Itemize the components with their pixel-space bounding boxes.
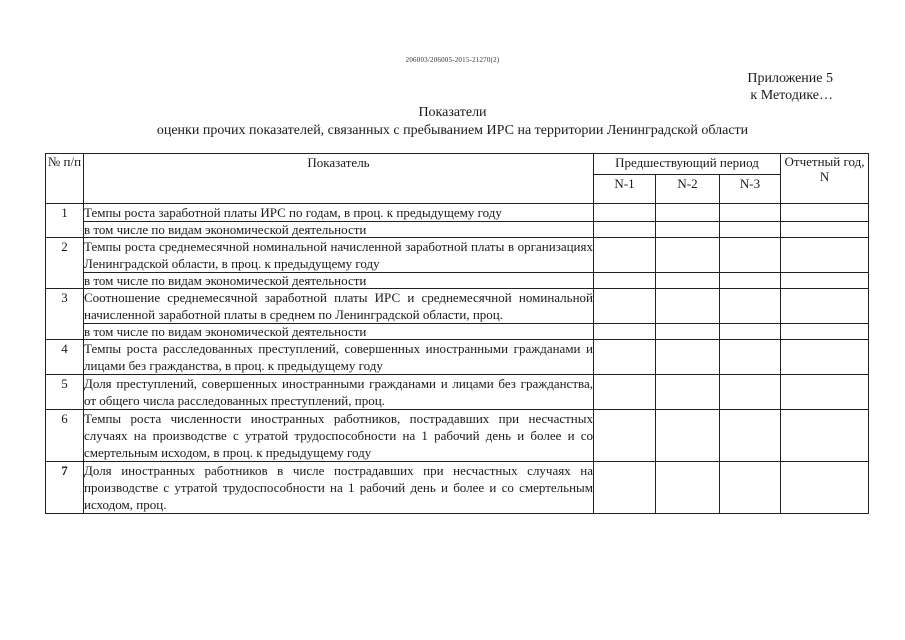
- value-cell-n: [781, 204, 869, 222]
- indicator-subtext: в том числе по видам экономической деятельности: [84, 273, 594, 289]
- appendix-note: [747, 70, 833, 104]
- value-cell-n1: [594, 222, 656, 238]
- column-header-indicator: Показатель: [84, 154, 594, 204]
- document-title: Показатели: [418, 105, 487, 120]
- indicator-subtext: в том числе по видам экономической деятельности: [84, 324, 594, 340]
- value-cell-n3: [720, 375, 781, 410]
- value-cell-n3: [720, 222, 781, 238]
- value-cell-n1: [594, 204, 656, 222]
- indicator-text: Темпы роста среднемесячной номинальной начисленной заработной платы в организациях Ленинградской области, в проц. к предыдущему году: [84, 239, 593, 271]
- column-header-n3: N-3: [720, 175, 781, 204]
- row-number: 7: [46, 462, 84, 514]
- column-header-previous-period: Предшествующий период: [594, 154, 781, 175]
- value-cell-n: [781, 340, 869, 375]
- table-row: [46, 340, 869, 375]
- table-row: [46, 375, 869, 410]
- row-number: 1: [46, 204, 84, 238]
- table-subrow: [46, 324, 869, 340]
- indicator-text: Темпы роста заработной платы ИРС по годам, в проц. к предыдущему году: [84, 204, 594, 222]
- table-row: [46, 289, 869, 324]
- indicator-text: Темпы роста расследованных преступлений, совершенных иностранными гражданами и лицами без гражданства, в проц. к предыдущему году: [84, 341, 593, 373]
- table-row: [46, 204, 869, 222]
- value-cell-n3: [720, 273, 781, 289]
- report-year-symbol: N: [819, 169, 830, 184]
- value-cell-n1: [594, 238, 656, 273]
- row-number: 2: [46, 238, 84, 289]
- document-heading: [0, 104, 905, 140]
- column-header-number: № п/п: [46, 154, 84, 204]
- table-row: [46, 462, 869, 514]
- table-subrow: [46, 273, 869, 289]
- value-cell-n3: [720, 324, 781, 340]
- table-subrow: [46, 222, 869, 238]
- value-cell-n2: [656, 375, 720, 410]
- value-cell-n: [781, 273, 869, 289]
- value-cell-n: [781, 222, 869, 238]
- value-cell-n2: [656, 410, 720, 462]
- value-cell-n1: [594, 273, 656, 289]
- value-cell-n: [781, 410, 869, 462]
- value-cell-n3: [720, 410, 781, 462]
- value-cell-n1: [594, 375, 656, 410]
- value-cell-n2: [656, 238, 720, 273]
- indicators-table: [45, 153, 869, 514]
- report-year-label: Отчетный год,: [784, 154, 865, 169]
- value-cell-n2: [656, 222, 720, 238]
- value-cell-n2: [656, 340, 720, 375]
- row-number: 6: [46, 410, 84, 462]
- value-cell-n1: [594, 462, 656, 514]
- value-cell-n2: [656, 204, 720, 222]
- document-subtitle: оценки прочих показателей, связанных с пребыванием ИРС на территории Ленинградской области: [156, 123, 749, 138]
- value-cell-n: [781, 289, 869, 324]
- indicator-text: Доля иностранных работников в числе пострадавших при несчастных случаях на производстве с утратой трудоспособности на 1 рабочий день и более и со смертельным исходом, проц.: [84, 463, 593, 512]
- value-cell-n1: [594, 410, 656, 462]
- value-cell-n3: [720, 340, 781, 375]
- indicator-subtext: в том числе по видам экономической деятельности: [84, 222, 594, 238]
- value-cell-n3: [720, 238, 781, 273]
- table-row: [46, 238, 869, 273]
- column-header-n2: N-2: [656, 175, 720, 204]
- indicator-text: Доля преступлений, совершенных иностранными гражданами и лицами без гражданства, от общего числа расследованных преступлений, проц.: [84, 376, 593, 408]
- row-number: 3: [46, 289, 84, 340]
- appendix-line-2: к Методике…: [750, 88, 833, 103]
- appendix-line-1: Приложение 5: [747, 71, 833, 86]
- document-code: 206003/206005-2015-21270(2): [405, 56, 500, 64]
- column-header-report-year: [781, 154, 869, 204]
- value-cell-n1: [594, 324, 656, 340]
- row-number: 4: [46, 340, 84, 375]
- row-number: 5: [46, 375, 84, 410]
- table-row: [46, 410, 869, 462]
- value-cell-n1: [594, 289, 656, 324]
- column-header-n1: N-1: [594, 175, 656, 204]
- value-cell-n3: [720, 289, 781, 324]
- value-cell-n: [781, 324, 869, 340]
- value-cell-n2: [656, 462, 720, 514]
- indicator-text: Соотношение среднемесячной заработной платы ИРС и среднемесячной номинальной начисленной заработной платы в среднем по Ленинградской области, проц.: [84, 290, 593, 322]
- value-cell-n2: [656, 324, 720, 340]
- value-cell-n2: [656, 273, 720, 289]
- value-cell-n: [781, 462, 869, 514]
- value-cell-n2: [656, 289, 720, 324]
- indicator-text: Темпы роста численности иностранных работников, пострадавших при несчастных случаях на производстве с утратой трудоспособности на 1 рабочий день и более и со смертельным исходом, в проц. к предыдущему году: [84, 411, 593, 460]
- value-cell-n: [781, 375, 869, 410]
- value-cell-n1: [594, 340, 656, 375]
- value-cell-n3: [720, 462, 781, 514]
- value-cell-n3: [720, 204, 781, 222]
- value-cell-n: [781, 238, 869, 273]
